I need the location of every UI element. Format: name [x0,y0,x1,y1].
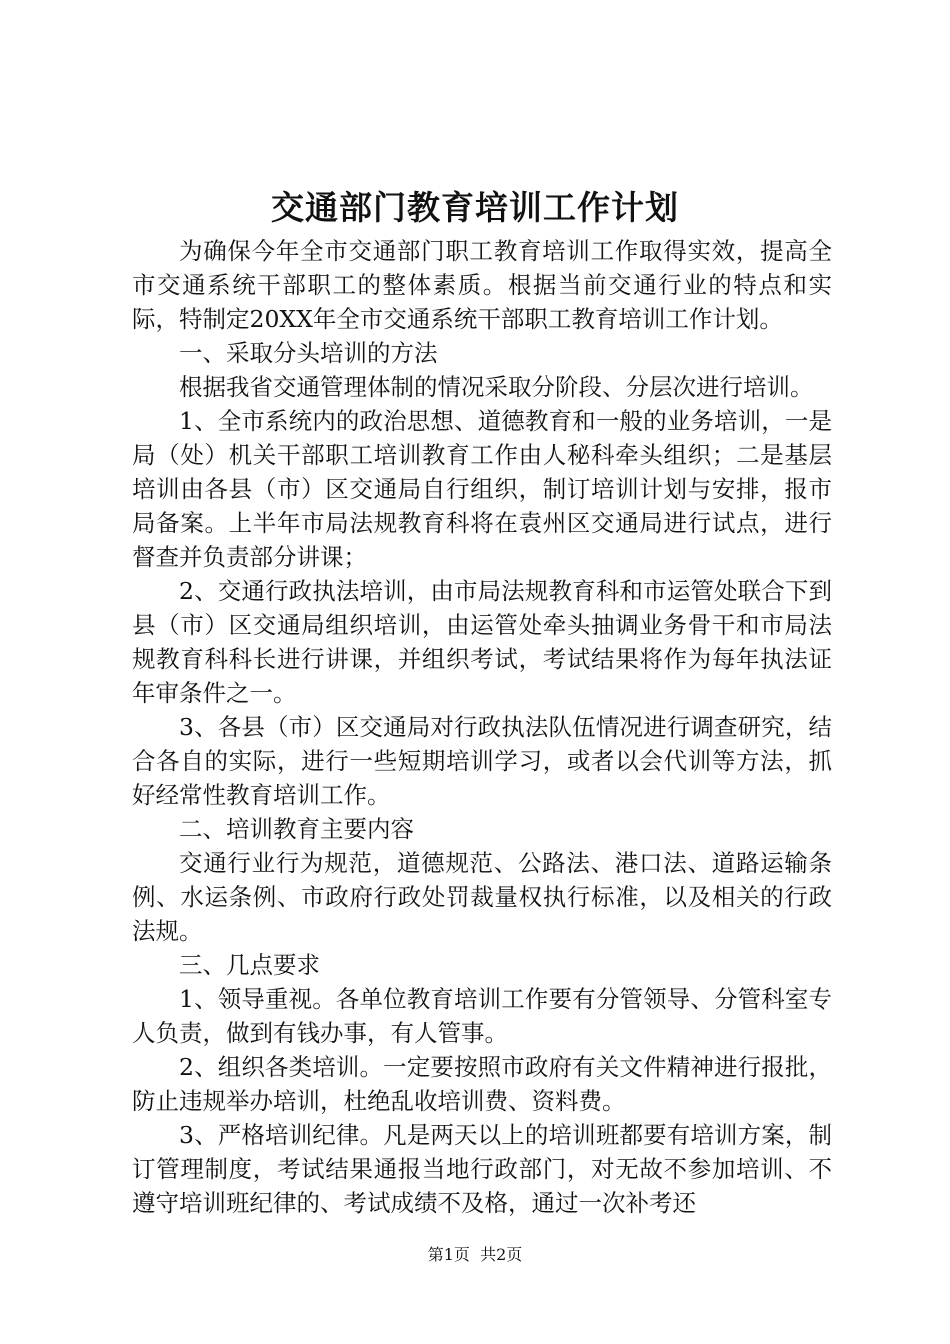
list-item: 2、交通行政执法培训，由市局法规教育科和市运管处联合下到县（市）区交通局组织培训，由运管处牵头抽调业务骨干和市局法规教育科科长进行讲课，并组织考试，考试结果将作为每年执法证年审条件之一。 [132,577,832,707]
paragraph-intro: 为确保今年全市交通部门职工教育培训工作取得实效，提高全市交通系统干部职工的整体素质。根据当前交通行业的特点和实际，特制定20XX年全市交通系统干部职工教育培训工作计划。 [132,237,832,333]
list-item: 2、组织各类培训。一定要按照市政府有关文件精神进行报批，防止违规举办培训，杜绝乱收培训费、资料费。 [132,1053,832,1115]
paragraph: 根据我省交通管理体制的情况采取分阶段、分层次进行培训。 [179,373,814,401]
paragraph: 交通行业行为规范，道德规范、公路法、港口法、道路运输条例、水运条例、市政府行政处罚裁量权执行标准，以及相关的行政法规。 [132,849,832,945]
document-title: 交通部门教育培训工作计划 [271,188,679,227]
section-heading-3: 三、几点要求 [179,951,320,979]
list-item: 1、领导重视。各单位教育培训工作要有分管领导、分管科室专人负责，做到有钱办事，有人管事。 [132,985,832,1047]
document-body [132,234,832,1220]
list-item: 3、严格培训纪律。凡是两天以上的培训班都要有培训方案，制订管理制度，考试结果通报当地行政部门，对无故不参加培训、不遵守培训班纪律的、考试成绩不及格，通过一次补考还 [132,1121,832,1217]
page-footer [0,1245,950,1265]
list-item: 1、全市系统内的政治思想、道德教育和一般的业务培训，一是局（处）机关干部职工培训教育工作由人秘科牵头组织；二是基层培训由各县（市）区交通局自行组织，制订培训计划与安排，报市局备案。上半年市局法规教育科将在袁州区交通局进行试点，进行督查并负责部分讲课； [132,407,832,571]
section-heading-1: 一、采取分头培训的方法 [179,339,438,367]
page-number: 第1页 共2页 [427,1245,523,1264]
section-heading-2: 二、培训教育主要内容 [179,815,414,843]
list-item: 3、各县（市）区交通局对行政执法队伍情况进行调查研究，结合各自的实际，进行一些短期培训学习，或者以会代训等方法，抓好经常性教育培训工作。 [132,713,832,809]
